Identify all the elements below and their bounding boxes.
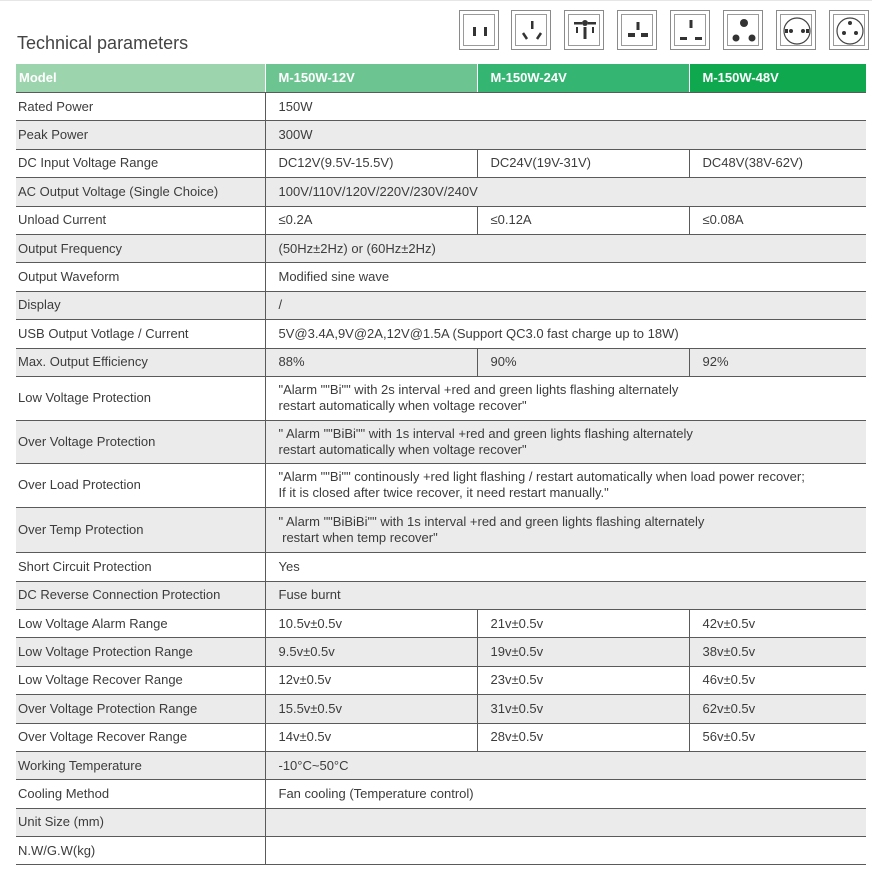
- row-value: 28v±0.5v: [477, 723, 689, 751]
- row-label: Low Voltage Recover Range: [16, 666, 265, 694]
- table-row: [16, 376, 866, 420]
- value-line: restart automatically when voltage recover": [278, 441, 527, 457]
- row-label: N.W/G.W(kg): [16, 837, 265, 865]
- row-label: Rated Power: [16, 93, 265, 121]
- universal-socket-icon: [564, 10, 604, 50]
- row-value: DC48V(38V-62V): [689, 149, 866, 177]
- table-row: [16, 553, 866, 581]
- row-value: Fan cooling (Temperature control): [265, 780, 866, 808]
- row-value: (50Hz±2Hz) or (60Hz±2Hz): [265, 234, 866, 262]
- row-value: 100V/110V/120V/220V/230V/240V: [265, 178, 866, 206]
- header-model-48v: M-150W-48V: [689, 64, 866, 93]
- row-value: 38v±0.5v: [689, 638, 866, 666]
- us-socket-icon: [459, 10, 499, 50]
- row-value: Modified sine wave: [265, 263, 866, 291]
- table-row: [16, 320, 866, 348]
- value-line: "Alarm ""Bi"" with 2s interval +red and green lights flashing alternately: [278, 382, 679, 398]
- table-row: [16, 780, 866, 808]
- table-row: [16, 507, 866, 553]
- row-value: 9.5v±0.5v: [265, 638, 477, 666]
- row-label: Display: [16, 291, 265, 319]
- table-row: [16, 263, 866, 291]
- schuko-socket-icon: [776, 10, 816, 50]
- table-row: [16, 723, 866, 751]
- row-value: [265, 507, 866, 553]
- row-label: Low Voltage Alarm Range: [16, 609, 265, 637]
- fr-socket-icon: [829, 10, 869, 50]
- row-label: Cooling Method: [16, 780, 265, 808]
- row-value: 46v±0.5v: [689, 666, 866, 694]
- row-label: Unit Size (mm): [16, 808, 265, 836]
- row-value: ≤0.2A: [265, 206, 477, 234]
- row-value: 90%: [477, 348, 689, 376]
- table-row: [16, 348, 866, 376]
- au-socket-icon: [511, 10, 551, 50]
- row-value: 62v±0.5v: [689, 695, 866, 723]
- row-label: Over Voltage Protection Range: [16, 695, 265, 723]
- row-value: 42v±0.5v: [689, 609, 866, 637]
- top-divider: [0, 0, 872, 1]
- row-label: Over Voltage Recover Range: [16, 723, 265, 751]
- eu-flat-socket-icon: [670, 10, 710, 50]
- table-row: [16, 234, 866, 262]
- value-line: If it is closed after twice recover, it need restart manually.": [278, 485, 609, 501]
- row-value: 19v±0.5v: [477, 638, 689, 666]
- header-model-24v: M-150W-24V: [477, 64, 689, 93]
- row-value: ≤0.08A: [689, 206, 866, 234]
- row-value: 5V@3.4A,9V@2A,12V@1.5A (Support QC3.0 fast charge up to 18W): [265, 320, 866, 348]
- table-row: [16, 695, 866, 723]
- header-model-12v: M-150W-12V: [265, 64, 477, 93]
- row-value: 14v±0.5v: [265, 723, 477, 751]
- row-value: 21v±0.5v: [477, 609, 689, 637]
- spec-table: [16, 64, 866, 865]
- row-label: Short Circuit Protection: [16, 553, 265, 581]
- row-label: Output Waveform: [16, 263, 265, 291]
- row-label: Peak Power: [16, 121, 265, 149]
- row-value: [265, 376, 866, 420]
- table-row: [16, 464, 866, 508]
- table-row: [16, 666, 866, 694]
- table-row: [16, 751, 866, 779]
- row-value: 31v±0.5v: [477, 695, 689, 723]
- row-value: 15.5v±0.5v: [265, 695, 477, 723]
- row-value: -10°C~50°C: [265, 751, 866, 779]
- table-row: [16, 149, 866, 177]
- row-value: 150W: [265, 93, 866, 121]
- table-row: [16, 638, 866, 666]
- row-label: DC Input Voltage Range: [16, 149, 265, 177]
- row-value: /: [265, 291, 866, 319]
- in-socket-icon: [723, 10, 763, 50]
- row-label: Over Temp Protection: [16, 507, 265, 553]
- row-value: 12v±0.5v: [265, 666, 477, 694]
- row-label: Low Voltage Protection: [16, 376, 265, 420]
- row-label: USB Output Votlage / Current: [16, 320, 265, 348]
- row-value: 56v±0.5v: [689, 723, 866, 751]
- row-value: Yes: [265, 553, 866, 581]
- row-value: 300W: [265, 121, 866, 149]
- row-value: [265, 464, 866, 508]
- row-value: 23v±0.5v: [477, 666, 689, 694]
- value-line: restart when temp recover": [278, 529, 438, 545]
- row-label: AC Output Voltage (Single Choice): [16, 178, 265, 206]
- table-row: [16, 808, 866, 836]
- table-row: [16, 837, 866, 865]
- row-label: Working Temperature: [16, 751, 265, 779]
- row-value: 10.5v±0.5v: [265, 609, 477, 637]
- row-label: Low Voltage Protection Range: [16, 638, 265, 666]
- table-row: [16, 93, 866, 121]
- row-label: Unload Current: [16, 206, 265, 234]
- row-value: ≤0.12A: [477, 206, 689, 234]
- row-label: Output Frequency: [16, 234, 265, 262]
- table-row: [16, 121, 866, 149]
- value-line: "Alarm ""Bi"" continously +red light flashing / restart automatically when load power recover;: [278, 469, 805, 485]
- row-value: 88%: [265, 348, 477, 376]
- table-row: [16, 609, 866, 637]
- row-value: [265, 837, 866, 865]
- value-line: restart automatically when voltage recover": [278, 398, 527, 414]
- value-line: " Alarm ""BiBiBi"" with 1s interval +red and green lights flashing alternately: [278, 513, 705, 529]
- row-label: Max. Output Efficiency: [16, 348, 265, 376]
- row-value: Fuse burnt: [265, 581, 866, 609]
- page-title: Technical parameters: [17, 33, 189, 53]
- table-row: [16, 178, 866, 206]
- row-value: [265, 808, 866, 836]
- value-line: " Alarm ""BiBi"" with 1s interval +red and green lights flashing alternately: [278, 425, 693, 441]
- row-value: 92%: [689, 348, 866, 376]
- row-value: DC24V(19V-31V): [477, 149, 689, 177]
- row-value: DC12V(9.5V-15.5V): [265, 149, 477, 177]
- table-row: [16, 420, 866, 464]
- row-value: [265, 420, 866, 464]
- row-label: Over Load Protection: [16, 464, 265, 508]
- table-header: [16, 64, 866, 93]
- row-label: DC Reverse Connection Protection: [16, 581, 265, 609]
- table-row: [16, 581, 866, 609]
- uk-socket-icon: [617, 10, 657, 50]
- table-row: [16, 291, 866, 319]
- table-row: [16, 206, 866, 234]
- row-label: Over Voltage Protection: [16, 420, 265, 464]
- header-model-label: Model: [16, 64, 265, 93]
